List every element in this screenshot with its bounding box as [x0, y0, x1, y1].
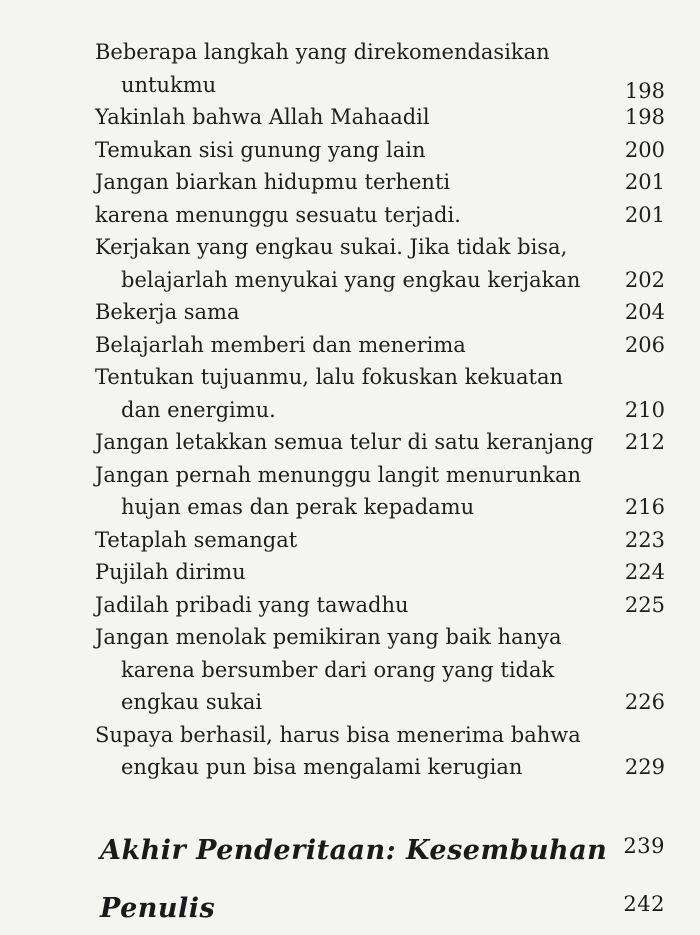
toc-entry	[95, 426, 665, 459]
toc-page-number: 204	[624, 300, 665, 324]
toc-entry	[95, 231, 665, 296]
toc-page-number: 198	[624, 105, 665, 129]
toc-entry	[95, 589, 665, 622]
toc-entry	[95, 101, 665, 134]
toc-page-number: 210	[624, 397, 665, 422]
toc-entry-title-line: Supaya berhasil, harus bisa menerima bahwa	[95, 722, 581, 747]
toc-entry-title-line: Jangan pernah menunggu langit menurunkan	[95, 462, 582, 487]
section-title: Akhir Penderitaan: Kesembuhan	[100, 835, 608, 866]
toc-entry-title-line: engkau sukai	[121, 690, 263, 714]
toc-page-number: 198	[624, 78, 665, 103]
toc-entry	[95, 166, 665, 199]
toc-entry-title-line: Kerjakan yang engkau sukai. Jika tidak bisa,	[95, 235, 568, 259]
toc-entry-title-line: Tentukan tujuanmu, lalu fokuskan kekuatan	[95, 365, 564, 389]
toc-entry	[95, 361, 665, 426]
toc-entry-title-line: Pujilah dirimu	[95, 560, 246, 584]
toc-entry-title-line: Bekerja sama	[95, 300, 240, 324]
toc-entry-title-line: dan energimu.	[121, 397, 276, 422]
toc-page-number: 202	[624, 267, 665, 292]
toc-entry-title-line: hujan emas dan perak kepadamu	[121, 495, 475, 519]
toc-entry	[95, 621, 665, 719]
toc-entry	[95, 329, 665, 362]
section-title: Penulis	[100, 893, 216, 924]
toc-entry-title-line: karena menunggu sesuatu terjadi.	[95, 202, 461, 227]
section-page-number: 239	[623, 833, 665, 858]
toc-entry-title-line: karena bersumber dari orang yang tidak	[121, 657, 555, 682]
toc-page-number: 201	[624, 170, 665, 194]
toc-entry-title-line: Belajarlah memberi dan menerima	[95, 332, 466, 357]
toc-entry-title-line: Jangan letakkan semua telur di satu keranjang	[95, 430, 594, 454]
toc-entry-title-line: Temukan sisi gunung yang lain	[95, 137, 426, 162]
toc-page-number: 224	[624, 560, 665, 584]
toc-entry	[95, 556, 665, 589]
toc-page-number: 201	[624, 202, 665, 227]
toc-entry-title-line: Jangan menolak pemikiran yang baik hanya	[95, 625, 562, 649]
toc-entry	[95, 199, 665, 232]
toc-entry-title-line: Jadilah pribadi yang tawadhu	[95, 592, 409, 617]
toc-page-number: 229	[624, 755, 665, 779]
toc-page-number: 226	[624, 690, 665, 714]
toc-page-number: 216	[624, 495, 665, 519]
toc-entry-title-line: Beberapa langkah yang direkomendasikan	[95, 40, 550, 64]
section-heading	[100, 893, 665, 924]
toc-entry-title-line: Jangan biarkan hidupmu terhenti	[95, 170, 451, 194]
toc-entry	[95, 36, 665, 101]
toc-entry-title-line: Tetaplah semangat	[95, 527, 298, 552]
table-of-contents	[95, 36, 665, 784]
toc-entry	[95, 459, 665, 524]
toc-page-number: 223	[624, 527, 665, 552]
toc-page-number: 225	[624, 592, 665, 617]
toc-page-number: 212	[624, 430, 665, 454]
section-page-number: 242	[623, 891, 665, 916]
toc-entry	[95, 296, 665, 329]
toc-entry	[95, 134, 665, 167]
toc-entry-title-line: engkau pun bisa mengalami kerugian	[121, 755, 523, 779]
section-heading	[100, 835, 665, 866]
toc-page-number: 206	[624, 332, 665, 357]
toc-entry-title-line: belajarlah menyukai yang engkau kerjakan	[121, 267, 581, 292]
toc-entry-title-line: untukmu	[121, 72, 217, 97]
toc-page-number: 200	[624, 137, 665, 162]
toc-entry-title-line: Yakinlah bahwa Allah Mahaadil	[95, 105, 430, 129]
toc-entry	[95, 524, 665, 557]
toc-entry	[95, 719, 665, 784]
